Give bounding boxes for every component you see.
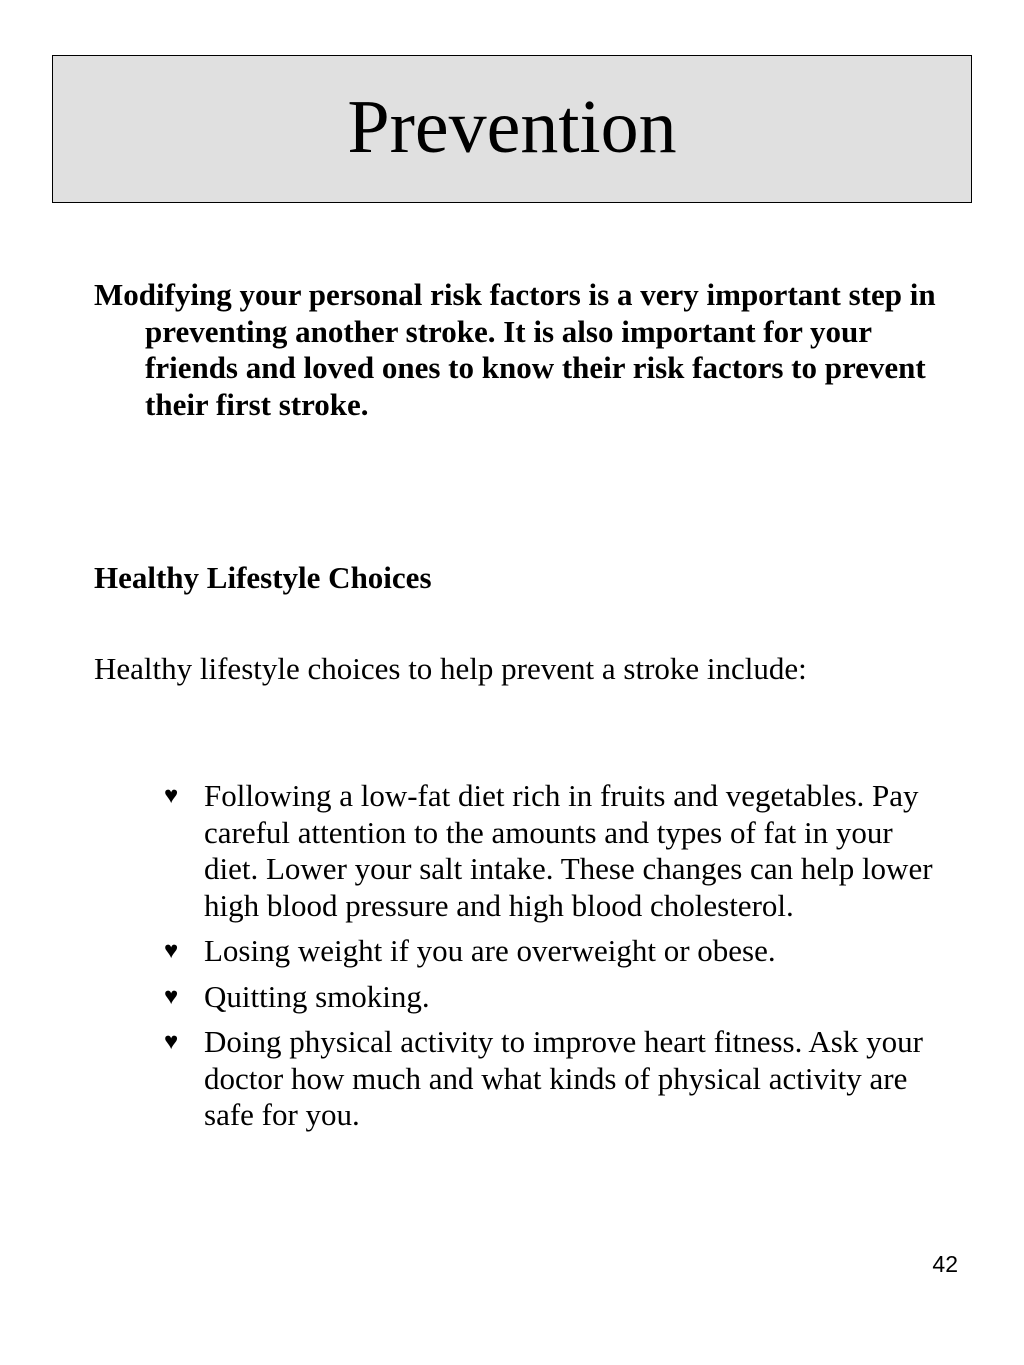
page-number: 42 bbox=[932, 1251, 958, 1277]
page-title: Prevention bbox=[347, 85, 677, 169]
bullet-text: Losing weight if you are overweight or obese. bbox=[204, 933, 776, 968]
slide-content bbox=[94, 277, 944, 1132]
bullet-list bbox=[164, 778, 944, 1143]
heart-icon: ♥ bbox=[164, 783, 179, 809]
heart-icon: ♥ bbox=[164, 983, 179, 1010]
list-item bbox=[164, 933, 944, 970]
list-item bbox=[164, 979, 944, 1016]
lead-paragraph: Healthy lifestyle choices to help prevent a stroke include: bbox=[94, 651, 807, 686]
title-banner bbox=[52, 55, 972, 203]
intro-paragraph: Modifying your personal risk factors is a very important step in preventing another stroke. It is also important for your friends and loved ones to know their risk factors to prevent their first stroke. bbox=[94, 277, 936, 422]
bullet-text: Following a low-fat diet rich in fruits and vegetables. Pay careful attention to the amounts and types of fat in your diet. Lower your salt intake. These changes can help lower high blood pressure and high blood cholesterol. bbox=[204, 778, 933, 923]
bullet-text: Quitting smoking. bbox=[204, 978, 430, 1014]
list-item bbox=[164, 1024, 944, 1134]
list-item bbox=[164, 778, 944, 924]
bullet-text: Doing physical activity to improve heart fitness. Ask your doctor how much and what kinds of physical activity are safe for you. bbox=[204, 1024, 923, 1132]
heart-icon: ♥ bbox=[164, 938, 179, 964]
section-heading: Healthy Lifestyle Choices bbox=[94, 560, 432, 595]
heart-icon: ♥ bbox=[164, 1029, 179, 1055]
